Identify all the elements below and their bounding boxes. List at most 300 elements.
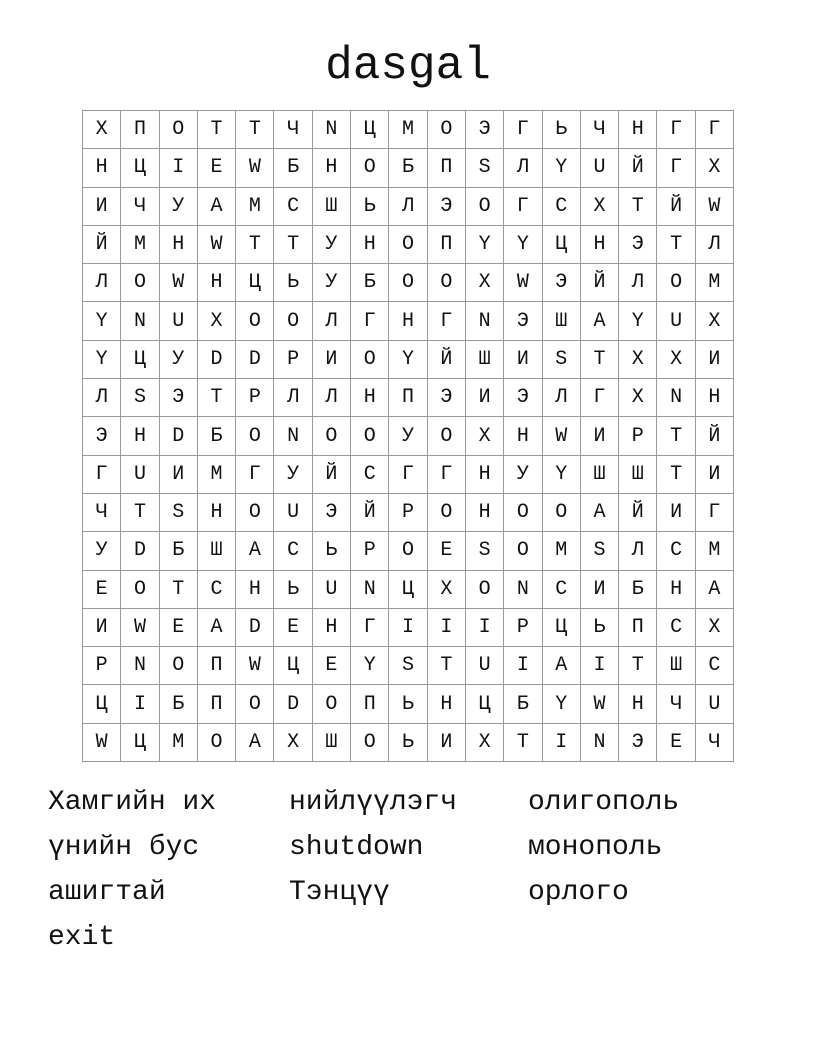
- grid-cell[interactable]: Н: [197, 493, 235, 531]
- grid-cell[interactable]: Х: [197, 302, 235, 340]
- grid-cell[interactable]: Т: [121, 493, 159, 531]
- grid-cell[interactable]: Н: [619, 111, 657, 149]
- grid-cell[interactable]: И: [580, 570, 618, 608]
- grid-cell[interactable]: Ш: [542, 302, 580, 340]
- grid-cell[interactable]: W: [236, 149, 274, 187]
- grid-cell[interactable]: О: [657, 264, 695, 302]
- grid-cell[interactable]: И: [580, 417, 618, 455]
- grid-cell[interactable]: М: [542, 532, 580, 570]
- grid-cell[interactable]: U: [159, 302, 197, 340]
- grid-cell[interactable]: У: [159, 187, 197, 225]
- grid-cell[interactable]: Н: [312, 608, 350, 646]
- grid-cell[interactable]: Г: [351, 302, 389, 340]
- grid-cell[interactable]: Л: [83, 264, 121, 302]
- grid-cell[interactable]: С: [657, 608, 695, 646]
- grid-cell[interactable]: О: [312, 417, 350, 455]
- grid-cell[interactable]: Н: [197, 264, 235, 302]
- grid-cell[interactable]: Ч: [83, 493, 121, 531]
- grid-row: [83, 417, 734, 455]
- grid-cell[interactable]: Г: [236, 455, 274, 493]
- grid-cell[interactable]: Ү: [619, 302, 657, 340]
- grid-cell[interactable]: Т: [197, 379, 235, 417]
- grid-cell[interactable]: Й: [312, 455, 350, 493]
- grid-cell[interactable]: Х: [465, 417, 503, 455]
- grid-cell[interactable]: Й: [657, 187, 695, 225]
- grid-cell[interactable]: О: [504, 532, 542, 570]
- grid-cell[interactable]: О: [427, 417, 465, 455]
- grid-cell[interactable]: С: [274, 187, 312, 225]
- grid-cell[interactable]: Ч: [121, 187, 159, 225]
- grid-cell[interactable]: N: [274, 417, 312, 455]
- grid-cell[interactable]: I: [427, 608, 465, 646]
- grid-cell[interactable]: U: [695, 685, 733, 723]
- grid-cell[interactable]: И: [83, 608, 121, 646]
- grid-cell[interactable]: Ь: [312, 532, 350, 570]
- grid-cell[interactable]: И: [83, 187, 121, 225]
- grid-cell[interactable]: Э: [83, 417, 121, 455]
- grid-cell[interactable]: О: [465, 570, 503, 608]
- grid-cell[interactable]: U: [657, 302, 695, 340]
- grid-cell[interactable]: N: [121, 647, 159, 685]
- grid-cell[interactable]: Л: [274, 379, 312, 417]
- grid-cell[interactable]: П: [351, 685, 389, 723]
- grid-cell[interactable]: S: [159, 493, 197, 531]
- grid-cell[interactable]: О: [351, 417, 389, 455]
- grid-cell[interactable]: S: [580, 532, 618, 570]
- grid-row: [83, 685, 734, 723]
- grid-cell[interactable]: Ү: [389, 340, 427, 378]
- grid-cell[interactable]: N: [121, 302, 159, 340]
- grid-cell[interactable]: N: [312, 111, 350, 149]
- grid-cell[interactable]: E: [159, 608, 197, 646]
- grid-cell[interactable]: Й: [83, 225, 121, 263]
- grid-cell[interactable]: Г: [427, 455, 465, 493]
- word-list: [48, 785, 768, 965]
- grid-cell[interactable]: Н: [121, 417, 159, 455]
- grid-cell[interactable]: N: [351, 570, 389, 608]
- grid-cell[interactable]: Б: [274, 149, 312, 187]
- grid-cell[interactable]: S: [389, 647, 427, 685]
- grid-cell[interactable]: С: [657, 532, 695, 570]
- grid-cell[interactable]: Т: [657, 455, 695, 493]
- grid-cell[interactable]: Й: [351, 493, 389, 531]
- grid-cell[interactable]: W: [504, 264, 542, 302]
- grid-cell[interactable]: Й: [695, 417, 733, 455]
- grid-cell[interactable]: О: [159, 647, 197, 685]
- grid-cell[interactable]: У: [159, 340, 197, 378]
- grid-cell[interactable]: N: [580, 723, 618, 761]
- grid-cell[interactable]: С: [695, 647, 733, 685]
- grid-cell[interactable]: N: [504, 570, 542, 608]
- grid-cell[interactable]: Э: [504, 379, 542, 417]
- grid-cell[interactable]: О: [427, 493, 465, 531]
- grid-cell[interactable]: Х: [465, 264, 503, 302]
- grid-cell[interactable]: Ч: [580, 111, 618, 149]
- grid-cell[interactable]: Е: [657, 723, 695, 761]
- grid-cell[interactable]: Й: [619, 149, 657, 187]
- grid-cell[interactable]: Л: [619, 264, 657, 302]
- grid-cell[interactable]: И: [312, 340, 350, 378]
- grid-cell[interactable]: Б: [159, 685, 197, 723]
- grid-cell[interactable]: D: [159, 417, 197, 455]
- grid-cell[interactable]: О: [236, 493, 274, 531]
- word-list-item: Тэнцүү: [289, 877, 390, 908]
- grid-cell[interactable]: П: [197, 647, 235, 685]
- grid-cell[interactable]: И: [465, 379, 503, 417]
- grid-cell[interactable]: М: [389, 111, 427, 149]
- grid-cell[interactable]: Й: [427, 340, 465, 378]
- grid-cell[interactable]: М: [236, 187, 274, 225]
- grid-cell[interactable]: U: [580, 149, 618, 187]
- grid-cell[interactable]: W: [695, 187, 733, 225]
- grid-cell[interactable]: Л: [389, 187, 427, 225]
- grid-cell[interactable]: W: [236, 647, 274, 685]
- grid-cell[interactable]: О: [159, 111, 197, 149]
- grid-cell[interactable]: Х: [695, 608, 733, 646]
- grid-row: [83, 493, 734, 531]
- grid-cell[interactable]: И: [695, 340, 733, 378]
- grid-cell[interactable]: Х: [83, 111, 121, 149]
- grid-cell[interactable]: Х: [619, 379, 657, 417]
- grid-cell[interactable]: Т: [619, 647, 657, 685]
- grid-cell[interactable]: Ш: [312, 187, 350, 225]
- grid-cell[interactable]: D: [236, 340, 274, 378]
- grid-cell[interactable]: W: [159, 264, 197, 302]
- grid-cell[interactable]: A: [197, 608, 235, 646]
- grid-cell[interactable]: Э: [465, 111, 503, 149]
- grid-cell[interactable]: N: [657, 379, 695, 417]
- grid-cell[interactable]: О: [389, 225, 427, 263]
- grid-cell[interactable]: Й: [619, 493, 657, 531]
- grid-cell[interactable]: U: [465, 647, 503, 685]
- grid-cell[interactable]: Х: [465, 723, 503, 761]
- grid-cell[interactable]: Ш: [619, 455, 657, 493]
- grid-cell[interactable]: Ц: [83, 685, 121, 723]
- grid-cell[interactable]: Х: [695, 149, 733, 187]
- grid-cell[interactable]: О: [274, 302, 312, 340]
- grid-cell[interactable]: О: [504, 493, 542, 531]
- grid-cell[interactable]: Ь: [580, 608, 618, 646]
- grid-cell[interactable]: Ц: [236, 264, 274, 302]
- grid-cell[interactable]: Ь: [389, 685, 427, 723]
- grid-cell[interactable]: О: [121, 264, 159, 302]
- grid-cell[interactable]: Н: [427, 685, 465, 723]
- grid-cell[interactable]: E: [197, 149, 235, 187]
- grid-cell[interactable]: П: [389, 379, 427, 417]
- grid-cell[interactable]: Ү: [83, 340, 121, 378]
- grid-cell[interactable]: У: [274, 455, 312, 493]
- grid-cell[interactable]: И: [159, 455, 197, 493]
- grid-cell[interactable]: Э: [159, 379, 197, 417]
- grid-cell[interactable]: Н: [351, 225, 389, 263]
- grid-cell[interactable]: Л: [83, 379, 121, 417]
- grid-cell[interactable]: Х: [695, 302, 733, 340]
- grid-cell[interactable]: Б: [351, 264, 389, 302]
- word-list-item: олигополь: [528, 787, 680, 818]
- word-list-item: Хамгийн их: [48, 787, 217, 818]
- grid-cell[interactable]: D: [274, 685, 312, 723]
- grid-cell[interactable]: Н: [159, 225, 197, 263]
- grid-cell[interactable]: О: [351, 340, 389, 378]
- grid-cell[interactable]: Ү: [465, 225, 503, 263]
- grid-cell[interactable]: П: [427, 149, 465, 187]
- grid-cell[interactable]: Р: [619, 417, 657, 455]
- grid-cell[interactable]: Б: [159, 532, 197, 570]
- grid-cell[interactable]: У: [389, 417, 427, 455]
- grid-cell[interactable]: U: [312, 570, 350, 608]
- grid-cell[interactable]: Э: [619, 723, 657, 761]
- grid-cell[interactable]: Ү: [542, 685, 580, 723]
- grid-cell[interactable]: Ц: [121, 723, 159, 761]
- grid-cell[interactable]: У: [83, 532, 121, 570]
- grid-cell[interactable]: А: [542, 647, 580, 685]
- grid-cell[interactable]: Ү: [542, 455, 580, 493]
- grid-cell[interactable]: И: [504, 340, 542, 378]
- grid-cell[interactable]: Н: [83, 149, 121, 187]
- grid-cell[interactable]: Ү: [542, 149, 580, 187]
- grid-cell[interactable]: М: [159, 723, 197, 761]
- grid-cell[interactable]: Б: [504, 685, 542, 723]
- grid-cell[interactable]: Э: [542, 264, 580, 302]
- grid-cell[interactable]: Б: [619, 570, 657, 608]
- grid-cell[interactable]: О: [542, 493, 580, 531]
- grid-cell[interactable]: Е: [427, 532, 465, 570]
- grid-cell[interactable]: О: [351, 149, 389, 187]
- grid-cell[interactable]: И: [657, 493, 695, 531]
- grid-cell[interactable]: Ц: [121, 340, 159, 378]
- grid-cell[interactable]: С: [542, 187, 580, 225]
- grid-cell[interactable]: Л: [695, 225, 733, 263]
- grid-cell[interactable]: D: [197, 340, 235, 378]
- grid-cell[interactable]: Л: [312, 379, 350, 417]
- grid-cell[interactable]: I: [580, 647, 618, 685]
- grid-cell[interactable]: Ш: [580, 455, 618, 493]
- grid-cell[interactable]: Г: [83, 455, 121, 493]
- grid-cell[interactable]: Н: [236, 570, 274, 608]
- grid-cell[interactable]: Е: [312, 647, 350, 685]
- grid-cell[interactable]: Л: [312, 302, 350, 340]
- grid-cell[interactable]: Н: [465, 455, 503, 493]
- grid-cell[interactable]: W: [83, 723, 121, 761]
- grid-cell[interactable]: О: [427, 264, 465, 302]
- grid-cell[interactable]: Э: [427, 187, 465, 225]
- grid-cell[interactable]: S: [465, 149, 503, 187]
- grid-cell[interactable]: Н: [619, 685, 657, 723]
- grid-cell[interactable]: Г: [351, 608, 389, 646]
- grid-cell[interactable]: Х: [274, 723, 312, 761]
- grid-cell[interactable]: D: [121, 532, 159, 570]
- grid-cell[interactable]: Х: [619, 340, 657, 378]
- grid-cell[interactable]: Х: [657, 340, 695, 378]
- grid-cell[interactable]: Б: [197, 417, 235, 455]
- grid-cell[interactable]: Н: [465, 493, 503, 531]
- grid-cell[interactable]: Ч: [657, 685, 695, 723]
- grid-cell[interactable]: U: [274, 493, 312, 531]
- grid-cell[interactable]: Ц: [274, 647, 312, 685]
- grid-cell[interactable]: Ч: [695, 723, 733, 761]
- grid-cell[interactable]: Ц: [121, 149, 159, 187]
- grid-cell[interactable]: Ь: [351, 187, 389, 225]
- grid-cell[interactable]: А: [236, 532, 274, 570]
- grid-cell[interactable]: С: [274, 532, 312, 570]
- grid-cell[interactable]: Ц: [542, 225, 580, 263]
- grid-cell[interactable]: Л: [504, 149, 542, 187]
- grid-cell[interactable]: Г: [695, 493, 733, 531]
- grid-cell[interactable]: Ш: [465, 340, 503, 378]
- grid-cell[interactable]: I: [504, 647, 542, 685]
- grid-cell[interactable]: Ш: [657, 647, 695, 685]
- grid-cell[interactable]: Ү: [351, 647, 389, 685]
- grid-cell[interactable]: Р: [504, 608, 542, 646]
- grid-cell[interactable]: О: [427, 111, 465, 149]
- grid-cell[interactable]: Т: [236, 225, 274, 263]
- grid-cell[interactable]: Г: [427, 302, 465, 340]
- grid-cell[interactable]: Ү: [83, 302, 121, 340]
- grid-cell[interactable]: Г: [580, 379, 618, 417]
- grid-cell[interactable]: О: [197, 723, 235, 761]
- grid-cell[interactable]: У: [312, 264, 350, 302]
- grid-cell[interactable]: Р: [236, 379, 274, 417]
- grid-cell[interactable]: Ь: [389, 723, 427, 761]
- grid-cell[interactable]: П: [427, 225, 465, 263]
- grid-cell[interactable]: М: [121, 225, 159, 263]
- grid-cell[interactable]: Ц: [351, 111, 389, 149]
- grid-cell[interactable]: О: [389, 264, 427, 302]
- grid-cell[interactable]: Н: [312, 149, 350, 187]
- grid-cell[interactable]: Т: [236, 111, 274, 149]
- grid-cell[interactable]: I: [159, 149, 197, 187]
- grid-cell[interactable]: Ш: [312, 723, 350, 761]
- grid-cell[interactable]: А: [580, 302, 618, 340]
- grid-cell[interactable]: U: [121, 455, 159, 493]
- grid-cell[interactable]: D: [236, 608, 274, 646]
- grid-cell[interactable]: М: [695, 532, 733, 570]
- grid-cell[interactable]: Т: [274, 225, 312, 263]
- grid-cell[interactable]: W: [121, 608, 159, 646]
- grid-cell[interactable]: S: [121, 379, 159, 417]
- grid-cell[interactable]: Т: [159, 570, 197, 608]
- grid-cell[interactable]: Е: [83, 570, 121, 608]
- grid-cell[interactable]: Ш: [197, 532, 235, 570]
- grid-cell[interactable]: Ь: [542, 111, 580, 149]
- grid-cell[interactable]: N: [465, 302, 503, 340]
- grid-cell[interactable]: О: [236, 685, 274, 723]
- grid-cell[interactable]: Э: [619, 225, 657, 263]
- grid-cell[interactable]: А: [236, 723, 274, 761]
- grid-cell[interactable]: Н: [351, 379, 389, 417]
- grid-cell[interactable]: Э: [427, 379, 465, 417]
- grid-cell[interactable]: W: [580, 685, 618, 723]
- grid-cell[interactable]: Т: [657, 225, 695, 263]
- grid-cell[interactable]: Л: [619, 532, 657, 570]
- grid-cell[interactable]: Н: [504, 417, 542, 455]
- grid-cell[interactable]: У: [504, 455, 542, 493]
- grid-cell[interactable]: Т: [427, 647, 465, 685]
- grid-cell[interactable]: М: [197, 455, 235, 493]
- grid-cell[interactable]: А: [580, 493, 618, 531]
- grid-cell[interactable]: S: [465, 532, 503, 570]
- word-list-item: монополь: [528, 832, 663, 863]
- grid-cell[interactable]: Ү: [504, 225, 542, 263]
- grid-cell[interactable]: С: [351, 455, 389, 493]
- grid-cell[interactable]: Р: [389, 493, 427, 531]
- grid-cell[interactable]: О: [351, 723, 389, 761]
- grid-cell[interactable]: Э: [312, 493, 350, 531]
- grid-cell[interactable]: Э: [504, 302, 542, 340]
- grid-cell[interactable]: W: [197, 225, 235, 263]
- grid-cell[interactable]: W: [542, 417, 580, 455]
- grid-cell[interactable]: Т: [619, 187, 657, 225]
- grid-cell[interactable]: Ц: [389, 570, 427, 608]
- grid-cell[interactable]: Л: [542, 379, 580, 417]
- grid-cell[interactable]: I: [465, 608, 503, 646]
- grid-cell[interactable]: Н: [580, 225, 618, 263]
- grid-cell[interactable]: E: [274, 608, 312, 646]
- grid-cell[interactable]: Т: [197, 111, 235, 149]
- grid-row: [83, 455, 734, 493]
- grid-cell[interactable]: Т: [657, 417, 695, 455]
- grid-cell[interactable]: T: [580, 340, 618, 378]
- grid-cell[interactable]: Ч: [274, 111, 312, 149]
- grid-cell[interactable]: Р: [274, 340, 312, 378]
- grid-cell[interactable]: Г: [504, 187, 542, 225]
- grid-cell[interactable]: И: [695, 455, 733, 493]
- grid-cell[interactable]: Р: [351, 532, 389, 570]
- grid-cell[interactable]: Ь: [274, 570, 312, 608]
- grid-cell[interactable]: I: [389, 608, 427, 646]
- grid-cell[interactable]: Г: [657, 149, 695, 187]
- grid-cell[interactable]: I: [121, 685, 159, 723]
- grid-cell[interactable]: Б: [389, 149, 427, 187]
- grid-cell[interactable]: У: [312, 225, 350, 263]
- grid-cell[interactable]: О: [312, 685, 350, 723]
- grid-row: [83, 379, 734, 417]
- grid-cell[interactable]: Н: [695, 379, 733, 417]
- grid-cell[interactable]: Н: [657, 570, 695, 608]
- grid-cell[interactable]: И: [427, 723, 465, 761]
- grid-cell[interactable]: О: [389, 532, 427, 570]
- grid-row: [83, 570, 734, 608]
- grid-cell[interactable]: Р: [83, 647, 121, 685]
- grid-cell[interactable]: I: [542, 723, 580, 761]
- grid-cell[interactable]: П: [197, 685, 235, 723]
- grid-cell[interactable]: Г: [657, 111, 695, 149]
- grid-cell[interactable]: S: [542, 340, 580, 378]
- grid-cell[interactable]: Х: [580, 187, 618, 225]
- grid-cell[interactable]: О: [465, 187, 503, 225]
- grid-cell[interactable]: Х: [427, 570, 465, 608]
- grid-cell[interactable]: А: [197, 187, 235, 225]
- grid-cell[interactable]: Г: [695, 111, 733, 149]
- grid-cell[interactable]: С: [542, 570, 580, 608]
- grid-cell[interactable]: Г: [389, 455, 427, 493]
- grid-cell[interactable]: П: [121, 111, 159, 149]
- grid-cell[interactable]: Т: [504, 723, 542, 761]
- grid-cell[interactable]: М: [695, 264, 733, 302]
- grid-cell[interactable]: Й: [580, 264, 618, 302]
- grid-cell[interactable]: С: [197, 570, 235, 608]
- grid-cell[interactable]: Н: [389, 302, 427, 340]
- grid-cell[interactable]: Ц: [542, 608, 580, 646]
- grid-cell[interactable]: О: [121, 570, 159, 608]
- grid-cell[interactable]: О: [236, 302, 274, 340]
- grid-cell[interactable]: Ц: [465, 685, 503, 723]
- grid-cell[interactable]: П: [619, 608, 657, 646]
- grid-cell[interactable]: Г: [504, 111, 542, 149]
- grid-cell[interactable]: А: [695, 570, 733, 608]
- grid-cell[interactable]: О: [236, 417, 274, 455]
- grid-cell[interactable]: Ь: [274, 264, 312, 302]
